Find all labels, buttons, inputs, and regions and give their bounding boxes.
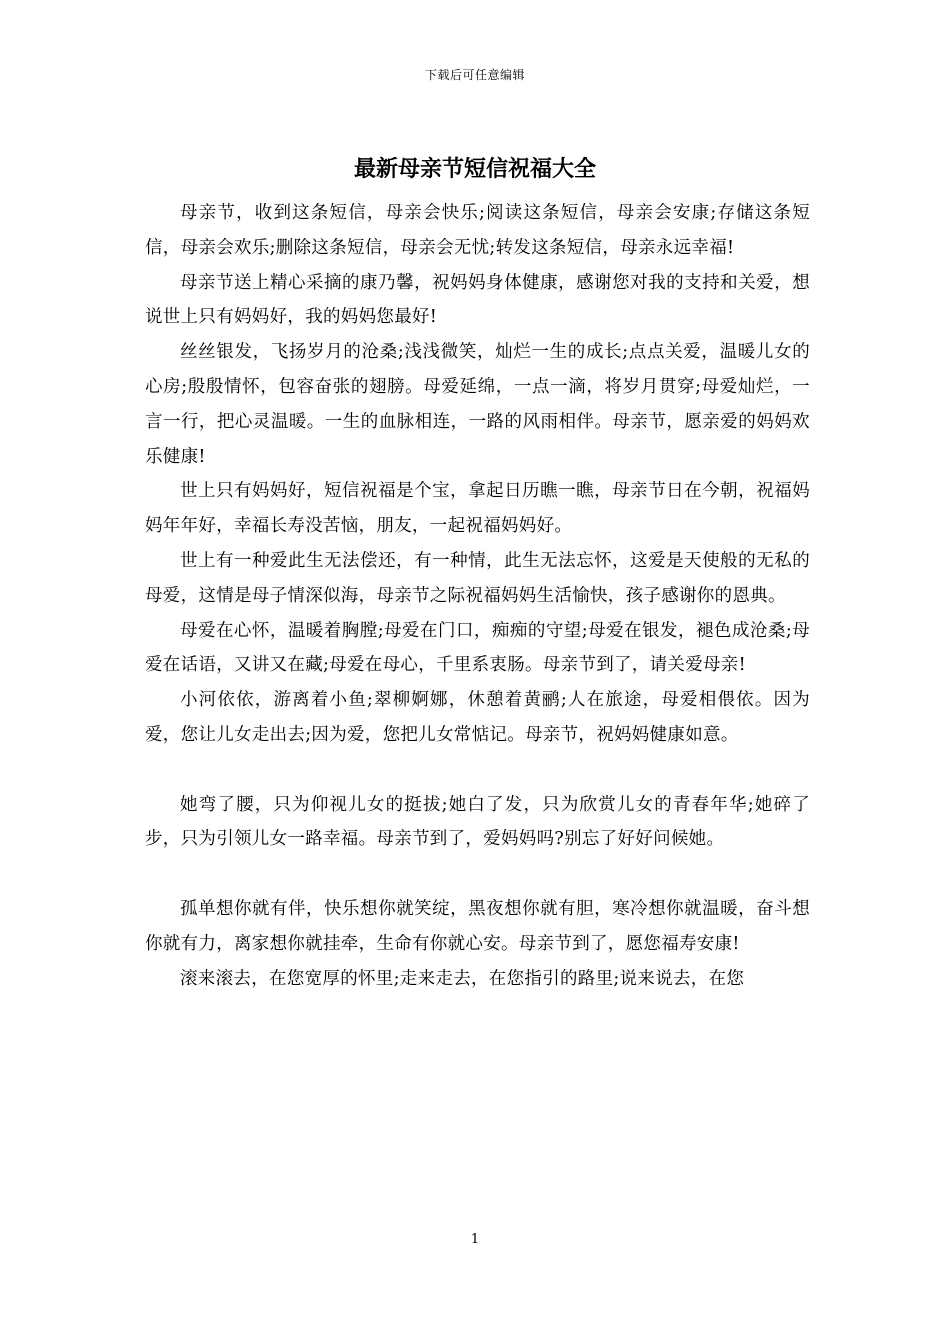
page-number: 1 (470, 1232, 480, 1247)
paragraph-3: 丝丝银发，飞扬岁月的沧桑;浅浅微笑，灿烂一生的成长;点点关爱，温暖儿女的心房;殷殷情怀，包容奋张的翅膀。母爱延绵，一点一滴，将岁月贯穿;母爱灿烂，一言一行，把心灵温暖。一生的血脉相连，一路的风雨相伴。母亲节，愿亲爱的妈妈欢乐健康! (145, 342, 810, 467)
paragraph-2: 母亲节送上精心采摘的康乃馨，祝妈妈身体健康，感谢您对我的支持和关爱，想说世上只有妈妈好，我的妈妈您最好! (145, 272, 810, 328)
paragraph-9: 孤单想你就有伴，快乐想你就笑绽，黑夜想你就有胆，寒冷想你就温暖，奋斗想你就有力，离家想你就挂牵，生命有你就心安。母亲节到了，愿您福寿安康! (145, 898, 810, 954)
paragraph-6: 母爱在心怀，温暖着胸膛;母爱在门口，痴痴的守望;母爱在银发，褪色成沧桑;母爱在话语，又讲又在藏;母爱在母心，千里系衷肠。母亲节到了，请关爱母亲! (145, 620, 810, 676)
paragraph-8: 她弯了腰，只为仰视儿女的挺拔;她白了发，只为欣赏儿女的青春年华;她碎了步，只为引领儿女一路幸福。母亲节到了，爱妈妈吗?别忘了好好问候她。 (145, 794, 810, 850)
paragraph-10: 滚来滚去，在您宽厚的怀里;走来走去，在您指引的路里;说来说去，在您 (180, 968, 745, 989)
paragraph-4: 世上只有妈妈好，短信祝福是个宝，拿起日历瞧一瞧，母亲节日在今朝，祝福妈妈年年好，幸福长寿没苦恼，朋友，一起祝福妈妈好。 (145, 481, 810, 537)
paragraph-7: 小河依依，游离着小鱼;翠柳婀娜，休憩着黄鹂;人在旅途，母爱相偎依。因为爱，您让儿女走出去;因为爱，您把儿女常惦记。母亲节，祝妈妈健康如意。 (145, 690, 810, 745)
header-note: 下载后可任意编辑 (424, 68, 525, 82)
paragraph-5: 世上有一种爱此生无法偿还，有一种情，此生无法忘怀，这爱是天使般的无私的母爱，这情是母子情深似海，母亲节之际祝福妈妈生活愉快，孩子感谢你的恩典。 (145, 550, 810, 606)
document-body (145, 196, 810, 996)
paragraph-1: 母亲节，收到这条短信，母亲会快乐;阅读这条短信，母亲会安康;存储这条短信，母亲会欢乐;删除这条短信，母亲会无忧;转发这条短信，母亲永远幸福! (145, 203, 810, 258)
document-title: 最新母亲节短信祝福大全 (353, 157, 596, 182)
